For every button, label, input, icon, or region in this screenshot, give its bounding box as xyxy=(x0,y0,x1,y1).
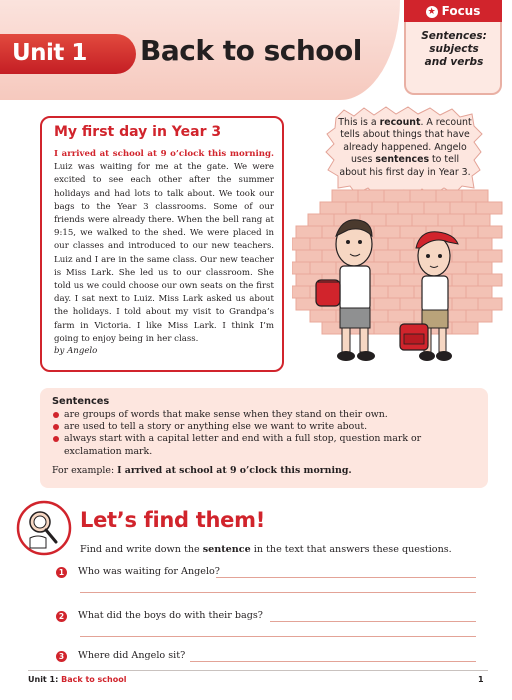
example-prefix: For example: xyxy=(52,464,118,476)
focus-header xyxy=(404,0,502,22)
focus-box xyxy=(404,0,502,95)
sentences-title: Sentences xyxy=(52,396,110,407)
focus-topic-line: and verbs xyxy=(424,56,484,68)
brick-wall xyxy=(292,190,502,334)
bullet-icon xyxy=(53,424,59,430)
list-item xyxy=(52,409,478,421)
star-icon: ★ xyxy=(427,7,436,17)
footer-unit xyxy=(28,675,126,684)
bubble-keyword: sentences xyxy=(375,154,430,166)
bullet-text: always start with a capital letter and end with a full stop, question mark or xyxy=(64,433,422,445)
page-title: Back to school xyxy=(140,34,362,67)
question-text: Where did Angelo sit? xyxy=(78,650,186,661)
bullet-icon xyxy=(53,412,59,418)
bubble-text-part: . A recount tells about things that have already happened. Angelo uses xyxy=(340,117,472,166)
story-heading: My first day in Year 3 xyxy=(54,124,222,140)
answer-line[interactable] xyxy=(216,577,476,578)
magnifying-glass-drawing xyxy=(16,500,72,556)
story-text xyxy=(54,148,274,346)
question-number: 1 xyxy=(56,567,67,578)
magnifying-glass-icon xyxy=(16,500,72,556)
bullet-text: are used to tell a story or anything else we want to write about. xyxy=(64,421,368,433)
illustration-drawing xyxy=(292,170,504,370)
page-number: 1 xyxy=(478,675,484,684)
focus-topic-line: Sentences: xyxy=(421,30,487,42)
footer-unit-title: Back to school xyxy=(61,675,127,684)
instruction-keyword: sentence xyxy=(202,544,251,555)
instruction-text: Find and write down the xyxy=(80,544,203,555)
footer-divider xyxy=(28,670,488,671)
activity-instruction xyxy=(80,544,452,555)
question-text: Who was waiting for Angelo? xyxy=(78,566,220,577)
story-box xyxy=(40,116,284,372)
question-text: What did the boys do with their bags? xyxy=(78,610,263,621)
list-item xyxy=(52,433,478,445)
bubble-text-part: to tell about his first day in Year 3. xyxy=(339,154,471,178)
story-body: Luiz was waiting for me at the gate. We were excited to see each other after the summer holidays and had lots to talk about. We took our bags to the Year 3 classrooms. Some of our friends were already there. When the bell rang at 9:15, we walked to the shed. We were placed in our classes and introduced to our new teachers. Luiz and I are in the same class. Our new teacher is Miss Lark. She led us to our classroom. She told us we could choose our own seats on the first day. I sat next to Luiz. Miss Lark asked us about the holidays. I told about my visit to Grandpa’s farm in Victoria. I like Miss Lark. I think I’m going to enjoy being in her class. xyxy=(54,162,274,344)
list-item-continuation xyxy=(52,446,478,458)
question-number: 3 xyxy=(56,651,67,662)
sentences-example xyxy=(52,465,478,476)
bullet-text: are groups of words that make sense when they stand on their own. xyxy=(64,409,388,420)
bullet-text: exclamation mark. xyxy=(64,445,153,457)
answer-line[interactable] xyxy=(270,621,476,622)
bubble-text-part: This is a xyxy=(338,117,380,128)
focus-topic-line: subjects xyxy=(429,43,479,55)
focus-label: Focus xyxy=(441,4,481,18)
answer-line[interactable] xyxy=(80,636,476,637)
unit-label: Unit 1 xyxy=(12,40,87,66)
focus-topic xyxy=(410,30,498,69)
list-item xyxy=(52,421,478,433)
question-number: 2 xyxy=(56,611,67,622)
sentences-list xyxy=(52,409,478,458)
illustration-boys-at-wall xyxy=(292,170,504,370)
footer-unit-prefix: Unit 1: xyxy=(28,675,62,684)
story-lead-sentence: I arrived at school at 9 o’clock this morning. xyxy=(54,149,274,159)
example-sentence: I arrived at school at 9 o’clock this morning. xyxy=(117,464,352,476)
sentences-info-box xyxy=(40,388,488,488)
question-2 xyxy=(56,610,476,624)
question-1 xyxy=(56,566,476,580)
answer-line[interactable] xyxy=(80,592,476,593)
story-author: by Angelo xyxy=(54,346,98,357)
answer-line[interactable] xyxy=(190,661,476,662)
activity-title: Let’s find them! xyxy=(80,508,265,532)
bubble-keyword: recount xyxy=(379,117,421,128)
unit-badge xyxy=(0,34,136,74)
instruction-text: in the text that answers these questions. xyxy=(250,544,452,555)
bullet-icon xyxy=(53,436,59,442)
question-3 xyxy=(56,650,476,664)
